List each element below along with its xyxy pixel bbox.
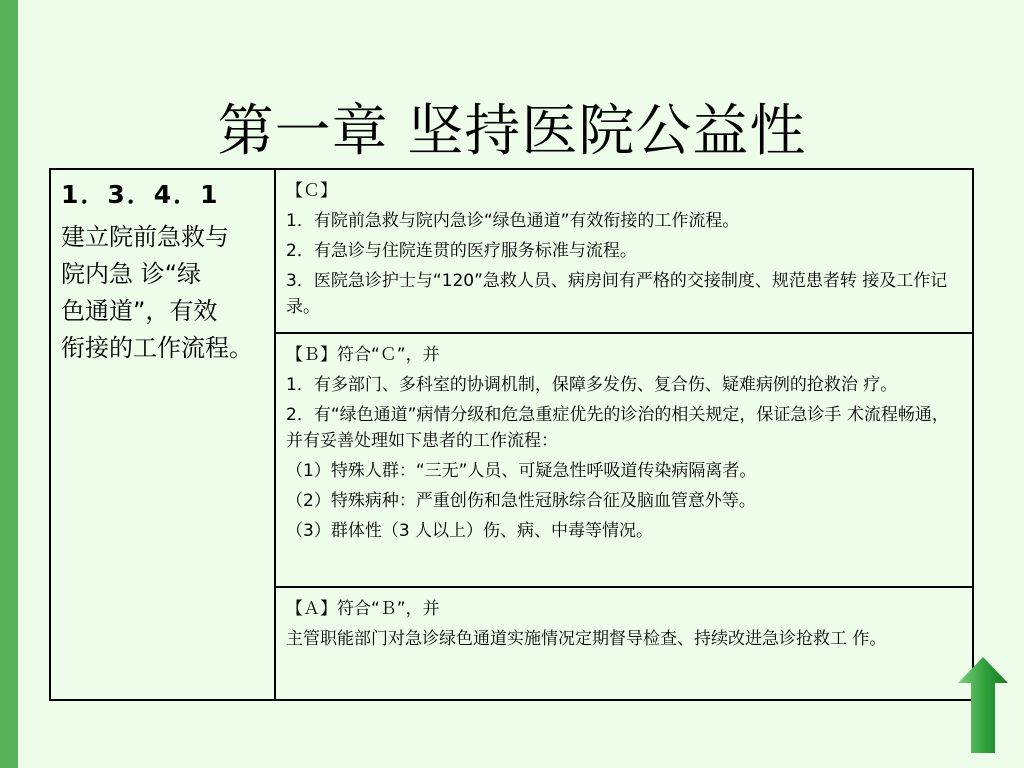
grade-heading: 【Ａ】符合“Ｂ”，并	[286, 599, 440, 619]
clause-number: 1．3．4．1	[61, 180, 220, 209]
clause-line: 衔接的工作流程。	[61, 334, 253, 362]
grade-b-cell	[275, 333, 973, 587]
clause-line: 色通道”，有效	[61, 297, 218, 325]
grade-item: 2．有急诊与住院连贯的医疗服务标准与流程。	[286, 241, 637, 261]
grade-heading: 【Ｃ】	[286, 181, 337, 201]
grade-heading: 【Ｂ】符合“Ｃ”，并	[286, 345, 440, 365]
grade-item: 1．有多部门、多科室的协调机制，保障多发伤、复合伤、疑难病例的抢救治 疗。	[286, 375, 898, 395]
grade-item: （2）特殊病种：严重创伤和急性冠脉综合征及脑血管意外等。	[286, 491, 756, 511]
grade-item: 1．有院前急救与院内急诊“绿色通道”有效衔接的工作流程。	[286, 211, 740, 231]
grade-item: 主管职能部门对急诊绿色通道实施情况定期督导检查、持续改进急诊抢救工 作。	[286, 629, 887, 649]
page-title: 第一章 坚持医院公益性	[217, 98, 807, 164]
clause-cell	[50, 169, 275, 700]
grade-c-cell	[275, 169, 973, 333]
criteria-table	[49, 168, 974, 701]
grade-item: （3）群体性（3 人以上）伤、病、中毒等情况。	[286, 521, 654, 541]
clause-line: 建立院前急救与	[61, 223, 229, 251]
clause-line: 院内急 诊“绿	[61, 260, 202, 288]
up-arrow-icon[interactable]	[958, 657, 1008, 753]
grade-item: 2．有“绿色通道”病情分级和危急重症优先的诊治的相关规定，保证急诊手 术流程畅通，并有妥善处理如下患者的工作流程：	[286, 405, 949, 451]
grade-item: 3．医院急诊护士与“120”急救人员、病房间有严格的交接制度、规范患者转 接及工作记录。	[286, 271, 948, 317]
grade-item: （1）特殊人群：“三无”人员、可疑急性呼吸道传染病隔离者。	[286, 461, 757, 481]
grade-a-cell	[275, 587, 973, 700]
clause-description	[61, 219, 264, 367]
